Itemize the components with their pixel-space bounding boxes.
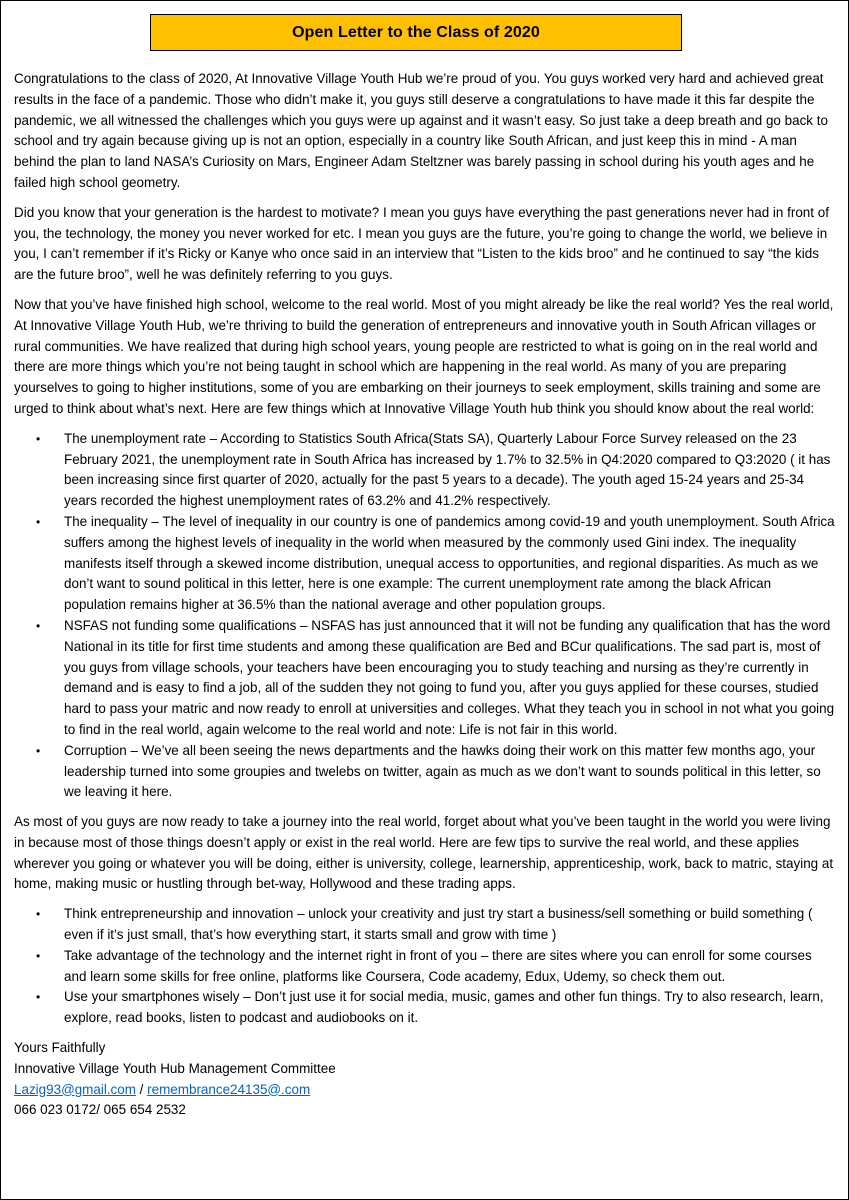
email-link-1[interactable]: Lazig93@gmail.com — [14, 1081, 136, 1097]
bullet-icon: • — [36, 907, 41, 922]
list-item-text: The inequality – The level of inequality in our country is one of pandemics among covid-19 and youth unemployment. South Africa suffers among the highest levels of inequality in the world when measured by the commonly used Gini index. The inequality manifests itself through a skewed income distribution, unequal access to opportunities, and regional disparities. As much as we don’t want to sound political in this letter, here is one example: The current unemployment rate among the black African population remains higher at 36.5% than the national average and other population groups. — [64, 513, 835, 613]
paragraph-real-world: Now that you’ve have finished high school, welcome to the real world. Most of you might already be like the real world? Yes the real world, At Innovative Village Youth Hub, we’re thriving to build the generation of entrepreneurs and innovative youth in South African villages or rural communities. We have realized that during high school years, young people are restricted to what is going on in the real world and there are more things which you’re not being taught in school which are happening in the real world. As many of you are preparing yourselves to going to higher institutions, some of you are embarking on their journeys to seek employment, skills training and some are urged to think about what’s next. Here are few things which at Innovative Village Youth hub think you should know about the real world: — [14, 296, 834, 416]
list-item-text: Use your smartphones wisely – Don’t just use it for social media, music, games and other fun things. Try to also research, learn, explore, read books, listen to podcast and audiobooks on it. — [64, 989, 824, 1026]
real-world-list — [14, 429, 835, 803]
bullet-icon: • — [36, 990, 41, 1005]
contact-emails — [14, 1080, 835, 1101]
list-item — [14, 904, 835, 946]
paragraph-generation: Did you know that your generation is the hardest to motivate? I mean you guys have everything the past generations never had in front of you, the technology, the money you never worked for etc. I mean you guys are the future, you’re going to change the world, we believe in you, I can’t remember if it’s Ricky or Kanye who once said in an interview that “Listen to the kids broo” and he continued to say “the kids are the future broo”, well he was definitely referring to you guys. — [14, 204, 829, 283]
tips-list — [14, 904, 835, 1029]
list-item-text: Think entrepreneurship and innovation – unlock your creativity and just try start a business/sell something or build something ( even if it’s just small, that’s how everything start, it starts small and grow with time ) — [64, 906, 813, 943]
list-item-text: NSFAS not funding some qualifications – NSFAS has just announced that it will not be funding any qualification that has the word National in its title for first time students and among these qualification are Bed and BCur qualifications. The sad part is, most of you guys from village schools, your teachers have been encouraging you to study teaching and nursing as they’re currently in demand and is easy to find a job, all of the sudden they not going to fund you, after you guys applied for these courses, studied hard to pass your matric and now ready to enroll at universities and colleges. What they teach you in school in not what you going to find in the real world, again welcome to the real world and note: Life is not fair in this world. — [64, 617, 835, 737]
list-item-text: Take advantage of the technology and the internet right in front of you – there are sites where you can enroll for some courses and learn some skills for free online, platforms like Coursera, Code academy, Edux, Udemy, so check them out. — [64, 947, 812, 984]
bullet-icon: • — [36, 948, 41, 963]
list-item — [14, 741, 835, 803]
list-item — [14, 987, 835, 1029]
committee-name: Innovative Village Youth Hub Management Committee — [14, 1060, 336, 1076]
title-banner — [150, 14, 682, 51]
bullet-icon: • — [36, 743, 41, 758]
bullet-icon: • — [36, 618, 41, 633]
signature-block — [14, 1038, 835, 1121]
list-item-text: Corruption – We’ve all been seeing the news departments and the hawks doing their work on this matter few months ago, your leadership turned into some groupies and twelebs on twitter, again as much as we don’t want to sounds political in this letter, so we leaving it here. — [64, 742, 821, 800]
signoff: Yours Faithfully — [14, 1040, 106, 1056]
list-item — [14, 512, 835, 616]
page-title: Open Letter to the Class of 2020 — [292, 23, 540, 41]
email-separator: / — [135, 1081, 148, 1097]
list-item — [14, 429, 835, 512]
email-link-2[interactable]: remembrance24135@.com — [147, 1081, 311, 1097]
paragraph-congratulations: Congratulations to the class of 2020, At Innovative Village Youth Hub we’re proud of you. You guys worked very hard and achieved great results in the face of a pandemic. Those who didn’t make it, you guys still deserve a congratulations to have made it this far despite the pandemic, we all witnessed the challenges which you guys were up against and it wasn’t easy. So just take a deep breath and go back to school and try again because giving up is not an option, especially in a country like South African, and just keep this in mind - A man behind the plan to land NASA’s Curiosity on Mars, Engineer Adam Steltzner was barely passing in school during his youth ages and he failed high school geometry. — [14, 71, 828, 190]
bullet-icon: • — [36, 514, 41, 529]
list-item — [14, 946, 835, 988]
letter-body — [14, 69, 835, 1121]
bullet-icon: • — [36, 431, 41, 446]
list-item-text: The unemployment rate – According to Statistics South Africa(Stats SA), Quarterly Labour Force Survey released on the 23 February 2021, the unemployment rate in South Africa has increased by 1.7% to 32.5% in Q4:2020 compared to Q3:2020 ( it has been increasing since first quarter of 2020, actually for the past 5 years to a decade). The youth aged 15-24 years and 25-34 years recorded the highest unemployment rates of 63.2% and 41.2% respectively. — [64, 430, 831, 509]
contact-phones: 066 023 0172/ 065 654 2532 — [14, 1102, 186, 1118]
paragraph-tips-intro: As most of you guys are now ready to take a journey into the real world, forget about what you’ve been taught in the world you were living in because most of those things doesn’t apply or exist in the real world. Here are few tips to survive the real world, and these applies wherever you going or whatever you will be doing, either is university, college, learnership, apprenticeship, work, back to matric, staying at home, making music or hustling through bet-way, Hollywood and these trading apps. — [14, 814, 834, 892]
list-item — [14, 616, 835, 741]
